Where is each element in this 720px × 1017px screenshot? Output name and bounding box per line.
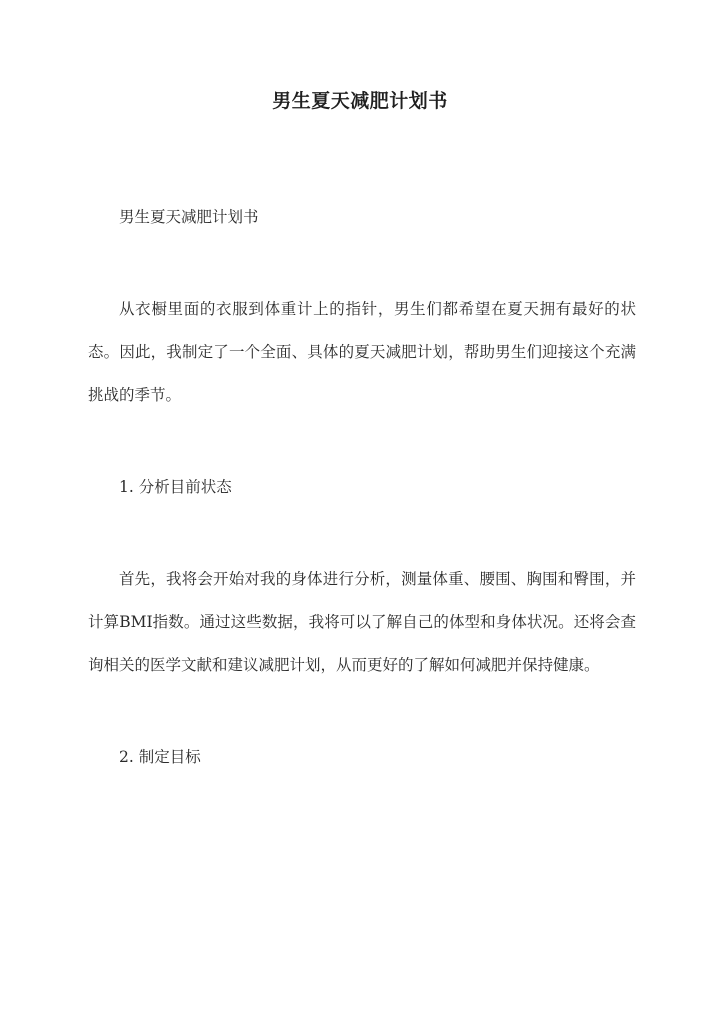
section-heading-1: 1. 分析目前状态 [119, 478, 232, 496]
section-heading-2: 2. 制定目标 [119, 748, 201, 766]
intro-paragraph: 从衣橱里面的衣服到体重计上的指针，男生们都希望在夏天拥有最好的状态。因此，我制定了一个全面、具体的夏天减肥计划，帮助男生们迎接这个充满挑战的季节。 [88, 300, 636, 404]
document-title: 男生夏天减肥计划书 [272, 90, 448, 112]
document-subtitle: 男生夏天减肥计划书 [119, 208, 259, 226]
document-body [88, 196, 636, 828]
section-paragraph-1: 首先，我将会开始对我的身体进行分析，测量体重、腰围、胸围和臀围，并计算BMI指数。通过这些数据，我将可以了解自己的体型和身体状况。还将会查询相关的医学文献和建议减肥计划，从而更好的了解如何减肥并保持健康。 [88, 570, 636, 674]
